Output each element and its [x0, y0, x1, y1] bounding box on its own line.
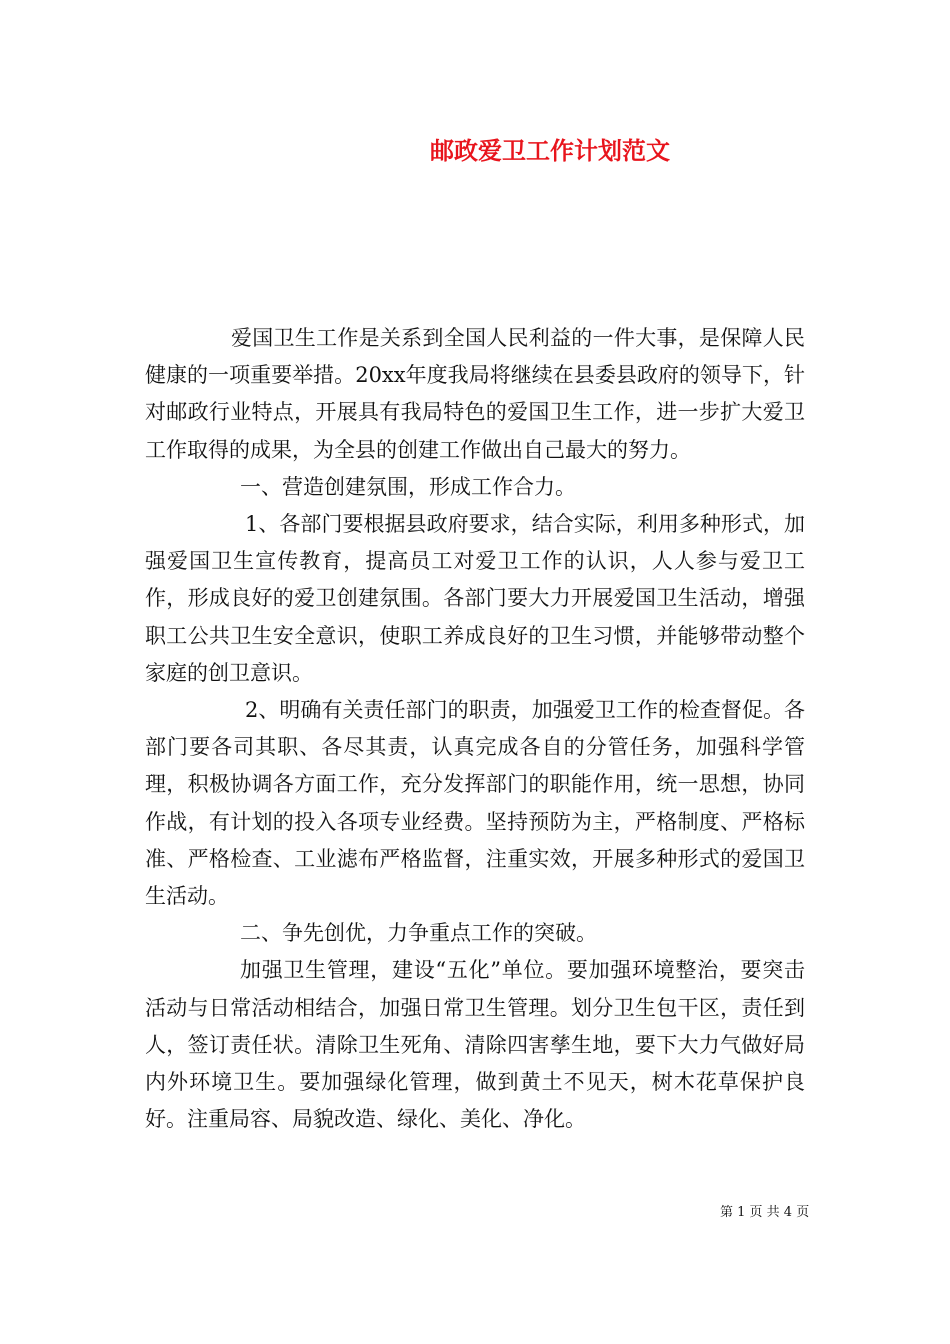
item-paragraph-2: 2、明确有关责任部门的职责，加强爱卫工作的检查督促。各部门要各司其职、各尽其责，认真完成各自的分管任务，加强科学管理，积极协调各方面工作，充分发挥部门的职能作用，统一思想，协同作战，有计划的投入各项专业经费。坚持预防为主，严格制度、严格标准、严格检查、工业滤布严格监督，注重实效，开展多种形式的爱国卫生活动。 — [145, 698, 805, 909]
intro-paragraph: 爱国卫生工作是关系到全国人民利益的一件大事，是保障人民健康的一项重要举措。20xx年度我局将继续在县委县政府的领导下，针对邮政行业特点，开展具有我局特色的爱国卫生工作，进一步扩大爱卫工作取得的成果，为全县的创建工作做出自己最大的努力。 — [145, 326, 805, 462]
section-heading-2: 二、争先创优，力争重点工作的突破。 — [240, 921, 597, 946]
page-number-footer: 第 1 页 共 4 页 — [720, 1205, 810, 1220]
section-heading-1: 一、营造创建氛围，形成工作合力。 — [240, 474, 576, 499]
document-title: 邮政爱卫工作计划范文 — [430, 136, 670, 165]
document-body — [145, 320, 805, 1138]
section-paragraph-2: 加强卫生管理，建设“五化”单位。要加强环境整治，要突击活动与日常活动相结合，加强日常卫生管理。划分卫生包干区，责任到人，签订责任状。清除卫生死角、清除四害孳生地，要下大力气做好局内外环境卫生。要加强绿化管理，做到黄土不见天，树木花草保护良好。注重局容、局貌改造、绿化、美化、净化。 — [145, 958, 805, 1132]
item-paragraph-1: 1、各部门要根据县政府要求，结合实际，利用多种形式，加强爱国卫生宣传教育，提高员工对爱卫工作的认识，人人参与爱卫工作，形成良好的爱卫创建氛围。各部门要大力开展爱国卫生活动，增强职工公共卫生安全意识，使职工养成良好的卫生习惯，并能够带动整个家庭的创卫意识。 — [145, 512, 805, 685]
